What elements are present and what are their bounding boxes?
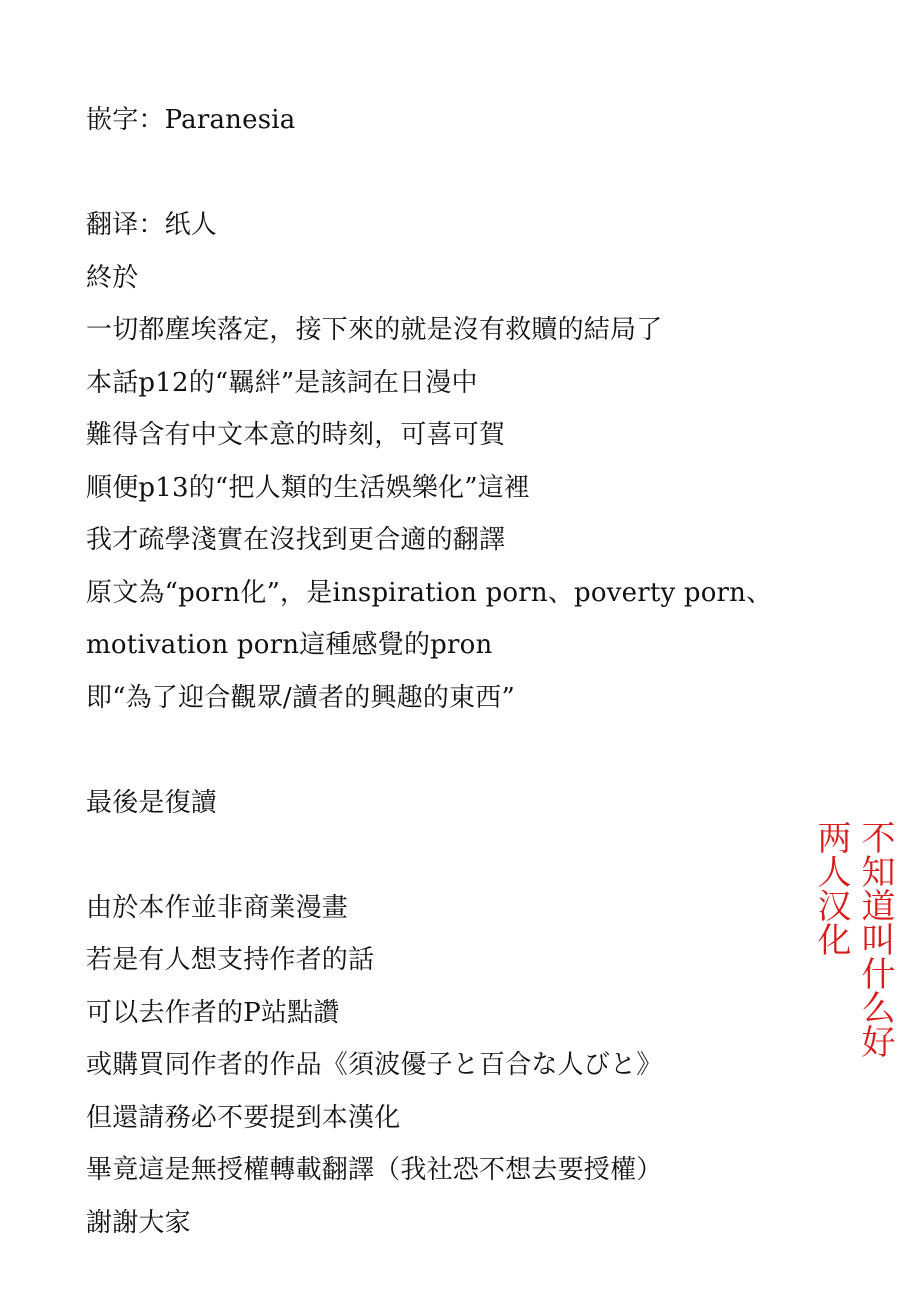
support-line: 但還請務必不要提到本漢化 <box>86 1102 401 1133</box>
support-line: 若是有人想支持作者的話 <box>86 945 375 975</box>
support-line: 畢竟這是無授權轉載翻譯（我社恐不想去要授權） <box>86 1155 663 1185</box>
note-line: 順便p13的“把人類的生活娛樂化”這裡 <box>86 472 531 503</box>
final-heading: 最後是復讀 <box>86 787 218 818</box>
group-subtitle-vertical: 两人汉化 <box>811 820 851 956</box>
note-line: 終於 <box>86 262 139 293</box>
support-line: 可以去作者的P站點讚 <box>86 997 340 1028</box>
note-line: 一切都塵埃落定，接下來的就是沒有救贖的結局了 <box>86 315 663 345</box>
note-line: 即“為了迎合觀眾/讀者的興趣的東西” <box>86 682 515 713</box>
blank-line <box>86 147 886 200</box>
translation-credit: 翻译：纸人 <box>86 210 218 240</box>
translator-notes <box>86 94 886 1249</box>
support-line: 由於本作並非商業漫畫 <box>86 892 349 923</box>
note-line: 難得含有中文本意的時刻，可喜可賀 <box>86 420 506 450</box>
note-line: 我才疏學淺實在沒找到更合適的翻譯 <box>86 525 506 555</box>
group-name-vertical: 不知道叫什么好 <box>855 820 895 1058</box>
note-line: 本話p12的“羈絆”是該詞在日漫中 <box>86 367 478 398</box>
blank-line <box>86 829 886 882</box>
typesetting-credit: 嵌字：Paranesia <box>86 105 296 135</box>
support-line: 或購買同作者的作品《須波優子と百合な人びと》 <box>86 1050 663 1080</box>
note-line: motivation porn這種感覺的pron <box>86 630 493 660</box>
support-line: 謝謝大家 <box>86 1207 191 1238</box>
blank-line <box>86 724 886 777</box>
note-line: 原文為“porn化”，是inspiration porn、poverty porn、 <box>86 577 773 608</box>
